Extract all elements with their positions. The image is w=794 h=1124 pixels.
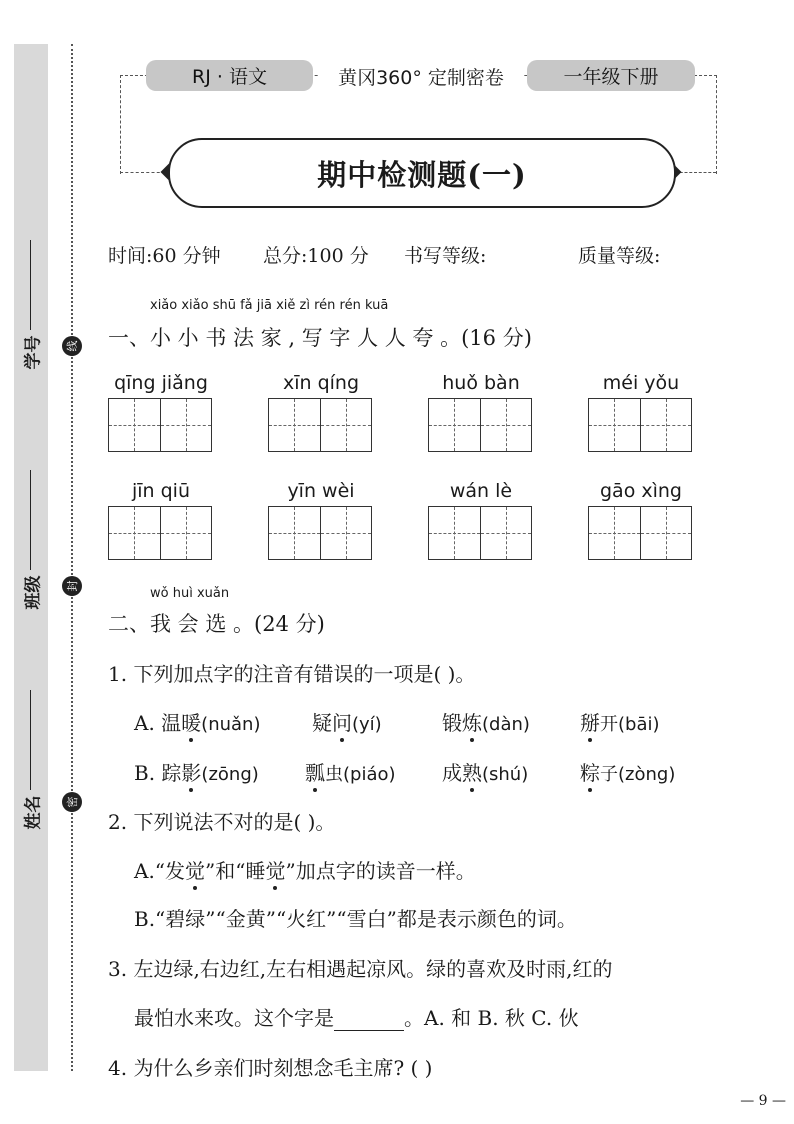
writing-item[interactable] (588, 372, 694, 452)
writing-item[interactable] (428, 480, 534, 560)
writing-item[interactable] (428, 372, 534, 452)
q2-option-a: A.“发觉”和“睡觉”加点字的读音一样。 (134, 859, 476, 883)
tianzige-box[interactable] (108, 398, 212, 452)
q1-option-a-item: 锻炼(dàn) (442, 711, 530, 735)
writing-item[interactable] (588, 480, 694, 560)
q2-option-b: B.“碧绿”“金黄”“火红”“雪白”都是表示颜色的词。 (134, 907, 577, 931)
seal-dotted-line (71, 44, 73, 1071)
page-title: 期中检测题(一) (168, 138, 676, 208)
class-line (30, 470, 31, 570)
item-pinyin: huǒ bàn (442, 372, 520, 394)
tianzige-box[interactable] (588, 506, 692, 560)
seal-mark-seal: 封 (62, 576, 82, 596)
writing-grade-label: 书写等级: (404, 245, 487, 267)
quality-grade-label: 质量等级: (578, 245, 661, 267)
grade-tag: 一年级下册 (527, 60, 695, 91)
tianzige-box[interactable] (268, 398, 372, 452)
series-name: 黄冈360° 定制密卷 (318, 61, 524, 91)
item-pinyin: méi yǒu (602, 372, 680, 394)
q1-option-a-item: 疑问(yí) (312, 711, 382, 735)
writing-item[interactable] (268, 372, 374, 452)
item-pinyin: jīn qiū (131, 480, 191, 502)
q1-option-b-item: B. 踪影(zōng) (134, 761, 259, 785)
q1-option-a-item: A. 温暖(nuǎn) (134, 711, 261, 735)
q1-option-a-item: 掰开(bāi) (580, 711, 660, 735)
item-pinyin: gāo xìng (600, 480, 682, 502)
section2-title: 二、我 会 选 。(24 分) (108, 612, 325, 636)
item-pinyin: qīng jiǎng (114, 372, 208, 394)
item-pinyin: wán lè (449, 480, 513, 502)
binding-strip (14, 44, 48, 1071)
q1-option-b-item: 瓢虫(piáo) (305, 761, 396, 785)
subject-tag: RJ · 语文 (146, 60, 313, 91)
page-number: — 9 — (740, 1093, 786, 1109)
question-2-stem: 2. 下列说法不对的是( )。 (108, 810, 336, 834)
name-label: 姓名 (23, 795, 44, 830)
item-pinyin: yīn wèi (287, 480, 355, 502)
tianzige-box[interactable] (108, 506, 212, 560)
tianzige-box[interactable] (268, 506, 372, 560)
question-1-stem: 1. 下列加点字的注音有错误的一项是( )。 (108, 662, 476, 686)
q1-option-b-item: 成熟(shú) (442, 761, 529, 785)
tianzige-box[interactable] (588, 398, 692, 452)
tianzige-box[interactable] (428, 398, 532, 452)
section2-pinyin: wǒ huì xuǎn (150, 586, 230, 601)
exam-time: 时间:60 分钟 (108, 245, 221, 267)
item-pinyin: xīn qíng (282, 372, 360, 394)
writing-item[interactable] (268, 480, 374, 560)
question-4-stem: 4. 为什么乡亲们时刻想念毛主席? ( ) (108, 1056, 433, 1080)
writing-item[interactable] (108, 480, 214, 560)
tianzige-box[interactable] (428, 506, 532, 560)
class-label: 班级 (23, 575, 44, 610)
section1-title: 一、小 小 书 法 家 , 写 字 人 人 夸 。(16 分) (108, 326, 532, 350)
question-3-line2: 最怕水来攻。这个字是 。A. 和 B. 秋 C. 伙 (134, 1006, 579, 1030)
q3-answer-blank[interactable] (334, 1010, 404, 1031)
header-dashed-foot-left (120, 172, 165, 173)
q1-option-b-item: 粽子(zòng) (580, 761, 676, 785)
student-id-line (30, 240, 31, 330)
student-id-label: 学号 (23, 335, 44, 370)
question-3-line1: 3. 左边绿,右边红,左右相遇起凉风。绿的喜欢及时雨,红的 (108, 957, 613, 981)
section1-pinyin: xiǎo xiǎo shū fǎ jiā xiě zì rén rén kuā (150, 298, 389, 313)
seal-mark-line: 线 (62, 336, 82, 356)
name-line (30, 690, 31, 790)
writing-item[interactable] (108, 372, 214, 452)
exam-total-score: 总分:100 分 (263, 245, 369, 267)
seal-mark-secret: 密 (62, 792, 82, 812)
